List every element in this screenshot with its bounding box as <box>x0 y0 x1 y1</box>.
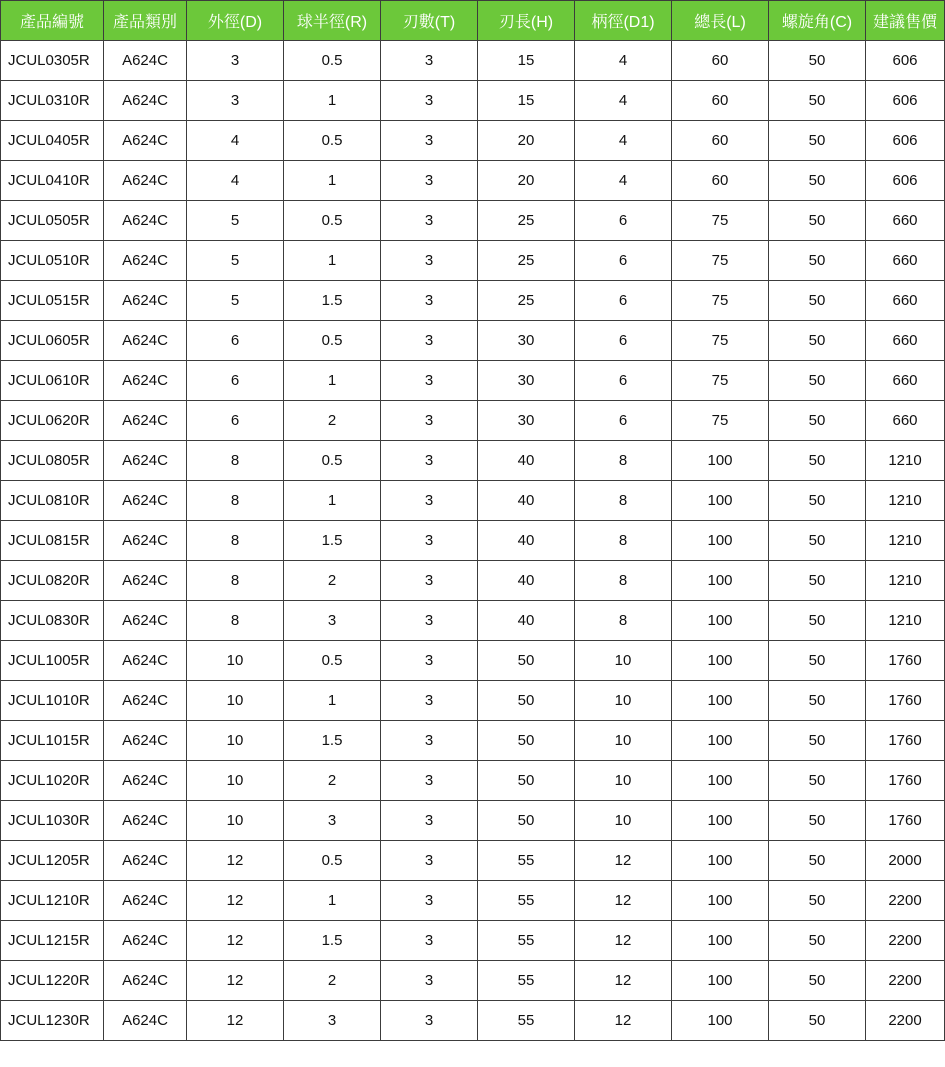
overall-length-cell: 100 <box>672 921 769 961</box>
suggested-price-cell: 606 <box>866 161 945 201</box>
suggested-price-cell: 2200 <box>866 1001 945 1041</box>
product-category-cell: A624C <box>104 121 187 161</box>
outer-diameter-cell: 10 <box>187 761 284 801</box>
product-category-cell: A624C <box>104 921 187 961</box>
suggested-price-cell: 1210 <box>866 441 945 481</box>
flute-count-cell: 3 <box>381 161 478 201</box>
flute-length-cell: 50 <box>478 641 575 681</box>
product-code-cell: JCUL0405R <box>1 121 104 161</box>
ball-radius-cell: 1 <box>284 161 381 201</box>
flute-count-cell: 3 <box>381 81 478 121</box>
outer-diameter-cell: 10 <box>187 801 284 841</box>
suggested-price-cell: 606 <box>866 81 945 121</box>
ball-radius-cell: 3 <box>284 1001 381 1041</box>
table-row <box>1 841 945 881</box>
flute-length-cell: 40 <box>478 521 575 561</box>
overall-length-cell: 75 <box>672 241 769 281</box>
flute-count-cell: 3 <box>381 641 478 681</box>
flute-length-cell: 40 <box>478 481 575 521</box>
shank-diameter-cell: 10 <box>575 801 672 841</box>
product-code-cell: JCUL1030R <box>1 801 104 841</box>
table-row <box>1 361 945 401</box>
flute-length-cell: 55 <box>478 881 575 921</box>
product-code-cell: JCUL0505R <box>1 201 104 241</box>
overall-length-cell: 60 <box>672 41 769 81</box>
overall-length-cell: 75 <box>672 201 769 241</box>
shank-diameter-cell: 4 <box>575 121 672 161</box>
suggested-price-cell: 1210 <box>866 521 945 561</box>
table-row <box>1 721 945 761</box>
header-helix-angle: 螺旋角(C) <box>769 1 866 41</box>
helix-angle-cell: 50 <box>769 41 866 81</box>
table-row <box>1 121 945 161</box>
shank-diameter-cell: 10 <box>575 641 672 681</box>
ball-radius-cell: 3 <box>284 601 381 641</box>
product-category-cell: A624C <box>104 401 187 441</box>
outer-diameter-cell: 12 <box>187 961 284 1001</box>
flute-length-cell: 50 <box>478 721 575 761</box>
table-row <box>1 201 945 241</box>
shank-diameter-cell: 12 <box>575 1001 672 1041</box>
shank-diameter-cell: 12 <box>575 841 672 881</box>
suggested-price-cell: 606 <box>866 121 945 161</box>
table-row <box>1 161 945 201</box>
ball-radius-cell: 1 <box>284 241 381 281</box>
table-row <box>1 1001 945 1041</box>
helix-angle-cell: 50 <box>769 561 866 601</box>
outer-diameter-cell: 12 <box>187 881 284 921</box>
product-category-cell: A624C <box>104 721 187 761</box>
shank-diameter-cell: 8 <box>575 601 672 641</box>
helix-angle-cell: 50 <box>769 401 866 441</box>
ball-radius-cell: 0.5 <box>284 841 381 881</box>
ball-radius-cell: 1.5 <box>284 521 381 561</box>
flute-length-cell: 55 <box>478 841 575 881</box>
outer-diameter-cell: 8 <box>187 441 284 481</box>
product-category-cell: A624C <box>104 41 187 81</box>
flute-length-cell: 15 <box>478 81 575 121</box>
flute-length-cell: 50 <box>478 681 575 721</box>
product-category-cell: A624C <box>104 681 187 721</box>
overall-length-cell: 60 <box>672 81 769 121</box>
helix-angle-cell: 50 <box>769 961 866 1001</box>
shank-diameter-cell: 6 <box>575 321 672 361</box>
table-row <box>1 281 945 321</box>
flute-length-cell: 20 <box>478 121 575 161</box>
flute-length-cell: 15 <box>478 41 575 81</box>
helix-angle-cell: 50 <box>769 241 866 281</box>
overall-length-cell: 60 <box>672 121 769 161</box>
flute-count-cell: 3 <box>381 441 478 481</box>
flute-length-cell: 55 <box>478 921 575 961</box>
product-category-cell: A624C <box>104 161 187 201</box>
overall-length-cell: 100 <box>672 441 769 481</box>
ball-radius-cell: 1.5 <box>284 281 381 321</box>
product-code-cell: JCUL1220R <box>1 961 104 1001</box>
helix-angle-cell: 50 <box>769 761 866 801</box>
ball-radius-cell: 0.5 <box>284 441 381 481</box>
helix-angle-cell: 50 <box>769 641 866 681</box>
product-code-cell: JCUL0820R <box>1 561 104 601</box>
outer-diameter-cell: 12 <box>187 921 284 961</box>
header-product-code: 產品編號 <box>1 1 104 41</box>
flute-length-cell: 50 <box>478 761 575 801</box>
shank-diameter-cell: 4 <box>575 161 672 201</box>
header-ball-radius: 球半徑(R) <box>284 1 381 41</box>
ball-radius-cell: 0.5 <box>284 121 381 161</box>
outer-diameter-cell: 10 <box>187 641 284 681</box>
flute-length-cell: 20 <box>478 161 575 201</box>
helix-angle-cell: 50 <box>769 1001 866 1041</box>
product-category-cell: A624C <box>104 441 187 481</box>
product-code-cell: JCUL0815R <box>1 521 104 561</box>
flute-count-cell: 3 <box>381 41 478 81</box>
suggested-price-cell: 660 <box>866 241 945 281</box>
product-category-cell: A624C <box>104 561 187 601</box>
table-row <box>1 761 945 801</box>
header-flute-length: 刃長(H) <box>478 1 575 41</box>
helix-angle-cell: 50 <box>769 161 866 201</box>
overall-length-cell: 75 <box>672 321 769 361</box>
flute-length-cell: 25 <box>478 241 575 281</box>
product-code-cell: JCUL0410R <box>1 161 104 201</box>
flute-length-cell: 30 <box>478 321 575 361</box>
flute-count-cell: 3 <box>381 681 478 721</box>
product-category-cell: A624C <box>104 1001 187 1041</box>
shank-diameter-cell: 6 <box>575 201 672 241</box>
ball-radius-cell: 0.5 <box>284 41 381 81</box>
product-category-cell: A624C <box>104 641 187 681</box>
product-code-cell: JCUL0620R <box>1 401 104 441</box>
product-code-cell: JCUL1005R <box>1 641 104 681</box>
flute-length-cell: 25 <box>478 281 575 321</box>
product-category-cell: A624C <box>104 201 187 241</box>
table-row <box>1 961 945 1001</box>
shank-diameter-cell: 10 <box>575 721 672 761</box>
overall-length-cell: 100 <box>672 761 769 801</box>
suggested-price-cell: 1760 <box>866 761 945 801</box>
ball-radius-cell: 2 <box>284 961 381 1001</box>
ball-radius-cell: 1 <box>284 81 381 121</box>
suggested-price-cell: 1760 <box>866 801 945 841</box>
flute-count-cell: 3 <box>381 281 478 321</box>
shank-diameter-cell: 6 <box>575 281 672 321</box>
overall-length-cell: 100 <box>672 561 769 601</box>
product-code-cell: JCUL0830R <box>1 601 104 641</box>
helix-angle-cell: 50 <box>769 521 866 561</box>
flute-count-cell: 3 <box>381 321 478 361</box>
table-row <box>1 241 945 281</box>
table-body <box>1 41 945 1041</box>
flute-length-cell: 40 <box>478 441 575 481</box>
shank-diameter-cell: 4 <box>575 41 672 81</box>
overall-length-cell: 100 <box>672 961 769 1001</box>
product-category-cell: A624C <box>104 361 187 401</box>
table-row <box>1 41 945 81</box>
helix-angle-cell: 50 <box>769 721 866 761</box>
overall-length-cell: 75 <box>672 281 769 321</box>
flute-length-cell: 25 <box>478 201 575 241</box>
suggested-price-cell: 1760 <box>866 641 945 681</box>
outer-diameter-cell: 8 <box>187 561 284 601</box>
helix-angle-cell: 50 <box>769 841 866 881</box>
product-code-cell: JCUL0610R <box>1 361 104 401</box>
outer-diameter-cell: 12 <box>187 841 284 881</box>
product-category-cell: A624C <box>104 841 187 881</box>
helix-angle-cell: 50 <box>769 81 866 121</box>
header-shank-diameter: 柄徑(D1) <box>575 1 672 41</box>
header-product-category: 產品類別 <box>104 1 187 41</box>
ball-radius-cell: 1 <box>284 481 381 521</box>
product-category-cell: A624C <box>104 321 187 361</box>
flute-length-cell: 40 <box>478 601 575 641</box>
shank-diameter-cell: 6 <box>575 401 672 441</box>
flute-count-cell: 3 <box>381 241 478 281</box>
flute-length-cell: 55 <box>478 961 575 1001</box>
overall-length-cell: 100 <box>672 1001 769 1041</box>
overall-length-cell: 100 <box>672 481 769 521</box>
product-code-cell: JCUL1210R <box>1 881 104 921</box>
ball-radius-cell: 0.5 <box>284 201 381 241</box>
outer-diameter-cell: 10 <box>187 681 284 721</box>
product-category-cell: A624C <box>104 521 187 561</box>
helix-angle-cell: 50 <box>769 281 866 321</box>
outer-diameter-cell: 6 <box>187 401 284 441</box>
outer-diameter-cell: 5 <box>187 281 284 321</box>
suggested-price-cell: 1210 <box>866 481 945 521</box>
overall-length-cell: 100 <box>672 881 769 921</box>
overall-length-cell: 75 <box>672 361 769 401</box>
suggested-price-cell: 2200 <box>866 881 945 921</box>
outer-diameter-cell: 10 <box>187 721 284 761</box>
helix-angle-cell: 50 <box>769 801 866 841</box>
helix-angle-cell: 50 <box>769 201 866 241</box>
shank-diameter-cell: 10 <box>575 761 672 801</box>
shank-diameter-cell: 8 <box>575 521 672 561</box>
product-code-cell: JCUL0510R <box>1 241 104 281</box>
flute-count-cell: 3 <box>381 361 478 401</box>
product-category-cell: A624C <box>104 481 187 521</box>
product-category-cell: A624C <box>104 281 187 321</box>
flute-count-cell: 3 <box>381 521 478 561</box>
overall-length-cell: 100 <box>672 601 769 641</box>
product-code-cell: JCUL0310R <box>1 81 104 121</box>
flute-count-cell: 3 <box>381 881 478 921</box>
flute-count-cell: 3 <box>381 1001 478 1041</box>
suggested-price-cell: 660 <box>866 201 945 241</box>
shank-diameter-cell: 8 <box>575 481 672 521</box>
suggested-price-cell: 1760 <box>866 681 945 721</box>
overall-length-cell: 100 <box>672 721 769 761</box>
product-category-cell: A624C <box>104 81 187 121</box>
outer-diameter-cell: 3 <box>187 41 284 81</box>
flute-count-cell: 3 <box>381 841 478 881</box>
flute-length-cell: 30 <box>478 401 575 441</box>
ball-radius-cell: 2 <box>284 561 381 601</box>
helix-angle-cell: 50 <box>769 881 866 921</box>
header-flute-count: 刃數(T) <box>381 1 478 41</box>
table-row <box>1 561 945 601</box>
ball-radius-cell: 0.5 <box>284 641 381 681</box>
flute-count-cell: 3 <box>381 121 478 161</box>
product-category-cell: A624C <box>104 801 187 841</box>
shank-diameter-cell: 8 <box>575 561 672 601</box>
flute-count-cell: 3 <box>381 921 478 961</box>
product-category-cell: A624C <box>104 761 187 801</box>
shank-diameter-cell: 12 <box>575 921 672 961</box>
product-code-cell: JCUL0605R <box>1 321 104 361</box>
overall-length-cell: 75 <box>672 401 769 441</box>
table-row <box>1 801 945 841</box>
shank-diameter-cell: 12 <box>575 881 672 921</box>
ball-radius-cell: 1.5 <box>284 721 381 761</box>
product-code-cell: JCUL1215R <box>1 921 104 961</box>
ball-radius-cell: 1 <box>284 681 381 721</box>
outer-diameter-cell: 5 <box>187 241 284 281</box>
outer-diameter-cell: 6 <box>187 361 284 401</box>
shank-diameter-cell: 6 <box>575 361 672 401</box>
suggested-price-cell: 660 <box>866 321 945 361</box>
helix-angle-cell: 50 <box>769 321 866 361</box>
table-row <box>1 401 945 441</box>
outer-diameter-cell: 4 <box>187 121 284 161</box>
table-header-row <box>1 1 945 41</box>
outer-diameter-cell: 6 <box>187 321 284 361</box>
product-code-cell: JCUL0810R <box>1 481 104 521</box>
outer-diameter-cell: 5 <box>187 201 284 241</box>
product-code-cell: JCUL1015R <box>1 721 104 761</box>
header-overall-length: 總長(L) <box>672 1 769 41</box>
overall-length-cell: 100 <box>672 841 769 881</box>
ball-radius-cell: 1.5 <box>284 921 381 961</box>
table-row <box>1 681 945 721</box>
overall-length-cell: 100 <box>672 521 769 561</box>
overall-length-cell: 100 <box>672 681 769 721</box>
helix-angle-cell: 50 <box>769 681 866 721</box>
product-code-cell: JCUL1230R <box>1 1001 104 1041</box>
ball-radius-cell: 1 <box>284 361 381 401</box>
table-row <box>1 81 945 121</box>
header-outer-diameter: 外徑(D) <box>187 1 284 41</box>
flute-count-cell: 3 <box>381 721 478 761</box>
helix-angle-cell: 50 <box>769 481 866 521</box>
suggested-price-cell: 2200 <box>866 921 945 961</box>
table-row <box>1 521 945 561</box>
outer-diameter-cell: 8 <box>187 601 284 641</box>
outer-diameter-cell: 8 <box>187 481 284 521</box>
outer-diameter-cell: 12 <box>187 1001 284 1041</box>
flute-length-cell: 55 <box>478 1001 575 1041</box>
ball-radius-cell: 2 <box>284 401 381 441</box>
ball-radius-cell: 3 <box>284 801 381 841</box>
product-code-cell: JCUL0515R <box>1 281 104 321</box>
table-row <box>1 321 945 361</box>
overall-length-cell: 100 <box>672 801 769 841</box>
flute-length-cell: 30 <box>478 361 575 401</box>
outer-diameter-cell: 4 <box>187 161 284 201</box>
overall-length-cell: 60 <box>672 161 769 201</box>
helix-angle-cell: 50 <box>769 601 866 641</box>
product-code-cell: JCUL1020R <box>1 761 104 801</box>
flute-count-cell: 3 <box>381 761 478 801</box>
ball-radius-cell: 1 <box>284 881 381 921</box>
overall-length-cell: 100 <box>672 641 769 681</box>
product-category-cell: A624C <box>104 881 187 921</box>
flute-count-cell: 3 <box>381 801 478 841</box>
table-row <box>1 881 945 921</box>
product-category-cell: A624C <box>104 241 187 281</box>
flute-count-cell: 3 <box>381 401 478 441</box>
suggested-price-cell: 2200 <box>866 961 945 1001</box>
shank-diameter-cell: 4 <box>575 81 672 121</box>
shank-diameter-cell: 12 <box>575 961 672 1001</box>
suggested-price-cell: 1760 <box>866 721 945 761</box>
table-row <box>1 441 945 481</box>
product-code-cell: JCUL0305R <box>1 41 104 81</box>
flute-count-cell: 3 <box>381 961 478 1001</box>
suggested-price-cell: 660 <box>866 401 945 441</box>
flute-count-cell: 3 <box>381 201 478 241</box>
header-suggested-price: 建議售價 <box>866 1 945 41</box>
helix-angle-cell: 50 <box>769 441 866 481</box>
outer-diameter-cell: 8 <box>187 521 284 561</box>
ball-radius-cell: 0.5 <box>284 321 381 361</box>
suggested-price-cell: 660 <box>866 361 945 401</box>
suggested-price-cell: 2000 <box>866 841 945 881</box>
shank-diameter-cell: 10 <box>575 681 672 721</box>
table-row <box>1 601 945 641</box>
suggested-price-cell: 1210 <box>866 601 945 641</box>
flute-length-cell: 50 <box>478 801 575 841</box>
shank-diameter-cell: 8 <box>575 441 672 481</box>
flute-count-cell: 3 <box>381 601 478 641</box>
table-row <box>1 641 945 681</box>
flute-count-cell: 3 <box>381 561 478 601</box>
helix-angle-cell: 50 <box>769 361 866 401</box>
product-code-cell: JCUL1010R <box>1 681 104 721</box>
outer-diameter-cell: 3 <box>187 81 284 121</box>
flute-count-cell: 3 <box>381 481 478 521</box>
product-code-cell: JCUL1205R <box>1 841 104 881</box>
suggested-price-cell: 660 <box>866 281 945 321</box>
product-category-cell: A624C <box>104 961 187 1001</box>
ball-radius-cell: 2 <box>284 761 381 801</box>
flute-length-cell: 40 <box>478 561 575 601</box>
table-row <box>1 921 945 961</box>
helix-angle-cell: 50 <box>769 921 866 961</box>
product-code-cell: JCUL0805R <box>1 441 104 481</box>
suggested-price-cell: 606 <box>866 41 945 81</box>
product-category-cell: A624C <box>104 601 187 641</box>
suggested-price-cell: 1210 <box>866 561 945 601</box>
helix-angle-cell: 50 <box>769 121 866 161</box>
table-row <box>1 481 945 521</box>
shank-diameter-cell: 6 <box>575 241 672 281</box>
